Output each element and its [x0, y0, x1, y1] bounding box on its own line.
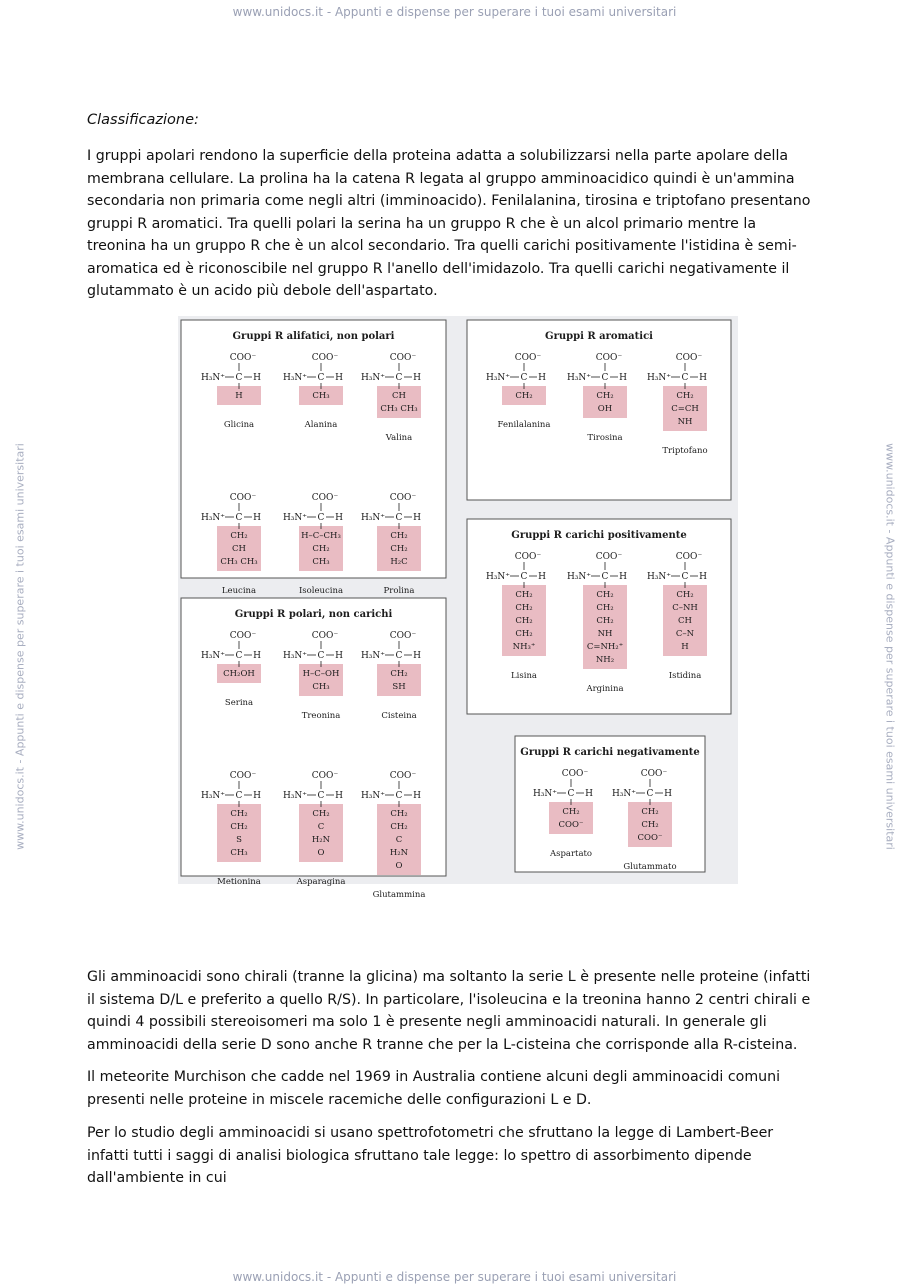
carboxylate-label: COO⁻	[595, 552, 623, 562]
amine-label: H₃N⁺	[566, 373, 592, 383]
alpha-carbon-label: C	[601, 572, 609, 582]
alpha-carbon-label: C	[681, 373, 689, 383]
r-group-label: COO⁻	[558, 820, 584, 830]
r-group-label: O	[395, 861, 403, 871]
amine-label: H₃N⁺	[360, 791, 386, 801]
r-group-label: CH₂	[596, 590, 614, 600]
carboxylate-label: COO⁻	[389, 353, 417, 363]
panel-title: Gruppi R polari, non carichi	[234, 609, 393, 620]
carboxylate-label: COO⁻	[229, 631, 257, 641]
alpha-carbon-label: C	[317, 791, 325, 801]
alpha-hydrogen-label: H	[538, 373, 546, 383]
r-group-label: CH₂	[312, 809, 330, 819]
alpha-carbon-label: C	[601, 373, 609, 383]
carboxylate-label: COO⁻	[229, 771, 257, 781]
r-group-label: CH₃	[312, 682, 330, 692]
panel-5	[515, 736, 705, 872]
carboxylate-label: COO⁻	[675, 353, 703, 363]
r-group-label: NH₃⁺	[512, 642, 536, 652]
carboxylate-label: COO⁻	[311, 771, 339, 781]
aminoacid-name: Cisteina	[381, 711, 417, 721]
aminoacid-name: Arginina	[586, 684, 624, 694]
aminoacid-name: Lisina	[511, 671, 537, 681]
panel-title: Gruppi R carichi positivamente	[511, 530, 687, 541]
amine-label: H₃N⁺	[282, 513, 308, 523]
alpha-hydrogen-label: H	[413, 651, 421, 661]
r-group-label: C=CH	[671, 404, 699, 414]
figure-panels	[181, 320, 731, 900]
r-group-label: CH₂	[230, 809, 248, 819]
alpha-hydrogen-label: H	[253, 513, 261, 523]
r-group-label: CH₂	[641, 807, 659, 817]
r-group-label: CH₂	[515, 391, 533, 401]
r-group-label: H₂N	[389, 848, 409, 858]
alpha-hydrogen-label: H	[699, 373, 707, 383]
r-group-label: CH₂	[596, 603, 614, 613]
amine-label: H₃N⁺	[360, 513, 386, 523]
r-group-label: CH₃ CH₃	[220, 557, 258, 567]
r-group-label: C	[317, 822, 325, 832]
paragraph-murchison: Il meteorite Murchison che cadde nel 1969 in Australia contiene alcuni degli amminoacidi comuni presenti nelle proteine in miscele racemiche delle configurazioni L e D.	[87, 1069, 781, 1108]
aminoacid-name: Glicina	[223, 420, 255, 430]
amine-label: H₃N⁺	[646, 373, 672, 383]
r-group-label: NH	[597, 629, 613, 639]
alpha-carbon-label: C	[317, 513, 325, 523]
amine-label: H₃N⁺	[485, 373, 511, 383]
amine-label: H₃N⁺	[200, 513, 226, 523]
aminoacid-name: Glutammato	[623, 862, 677, 872]
carboxylate-label: COO⁻	[595, 353, 623, 363]
aminoacid-name: Prolina	[383, 586, 415, 596]
amine-label: H₃N⁺	[611, 789, 637, 799]
carboxylate-label: COO⁻	[311, 493, 339, 503]
r-group-label: H–C–OH	[302, 669, 340, 679]
carboxylate-label: COO⁻	[311, 353, 339, 363]
r-group-label: CH₃ CH₃	[380, 404, 418, 414]
panel-title: Gruppi R carichi negativamente	[520, 747, 700, 758]
paragraph-classification: I gruppi apolari rendono la superficie della proteina adatta a solubilizzarsi nella parte apolare della membrana cellulare. La prolina ha la catena R legata al gruppo amminoacidico quindi è un'ammina secondaria non primaria come negli altri (imminoacido). Fenilalanina, tirosina e triptofano presentano gruppi R aromatici. Tra quelli polari la serina ha un gruppo R che è un alcol primario mentre la treonina ha un gruppo R che è un alcol secondario. Tra quelli carichi positivamente l'istidina è semi-aromatica ed è riconoscibile nel gruppo R l'anello dell'imidazolo. Tra quelli carichi negativamente il glutammato è un acido più debole dell'aspartato.	[87, 148, 811, 299]
panel-2	[467, 320, 731, 500]
alpha-hydrogen-label: H	[253, 791, 261, 801]
aminoacid-name: Valina	[385, 433, 413, 443]
r-group-label: C	[395, 835, 403, 845]
r-group-label: CH₂	[230, 822, 248, 832]
r-group-label: CH₂	[596, 616, 614, 626]
r-group-label: H₂N	[311, 835, 331, 845]
aminoacid-name: Metionina	[217, 877, 261, 887]
carboxylate-label: COO⁻	[561, 769, 589, 779]
r-group-label: O	[317, 848, 325, 858]
r-group-label: CH₂	[641, 820, 659, 830]
aminoacid-name: Leucina	[221, 586, 257, 596]
alpha-hydrogen-label: H	[253, 373, 261, 383]
amine-label: H₃N⁺	[485, 572, 511, 582]
alpha-hydrogen-label: H	[413, 513, 421, 523]
r-group-label: CH₂	[515, 616, 533, 626]
r-group-label: CH₂	[515, 603, 533, 613]
r-group-label: H₂C	[390, 557, 408, 567]
carboxylate-label: COO⁻	[229, 493, 257, 503]
r-group-label: CH₂OH	[223, 669, 255, 679]
r-group-label: CH₂	[676, 590, 694, 600]
aminoacid-figure-svg	[178, 316, 738, 900]
alpha-carbon-label: C	[317, 373, 325, 383]
carboxylate-label: COO⁻	[389, 493, 417, 503]
aminoacid-name: Glutammina	[372, 890, 426, 900]
carboxylate-label: COO⁻	[229, 353, 257, 363]
carboxylate-label: COO⁻	[389, 631, 417, 641]
aminoacid-name: Isoleucina	[298, 586, 344, 596]
panel-1	[181, 320, 446, 596]
alpha-hydrogen-label: H	[335, 513, 343, 523]
r-group-label: CH₂	[596, 391, 614, 401]
alpha-carbon-label: C	[567, 789, 575, 799]
r-group-label: SH	[392, 682, 406, 692]
r-group-label: CH₃	[312, 557, 330, 567]
alpha-hydrogen-label: H	[335, 651, 343, 661]
alpha-carbon-label: C	[520, 373, 528, 383]
r-group-label: COO⁻	[637, 833, 663, 843]
carboxylate-label: COO⁻	[514, 552, 542, 562]
paragraph-chirality: Gli amminoacidi sono chirali (tranne la glicina) ma soltanto la serie L è presente nelle proteine (infatti il sistema D/L e preferito a quello R/S). In particolare, l'isoleucina e la treonina hanno 2 centri chirali e quindi 4 possibili stereoisomeri ma solo 1 è presente negli amminoacidi naturali. In generale gli amminoacidi della serie D sono anche R tranne che per la L-cisteina che corrisponde alla R-cisteina.	[87, 969, 811, 1053]
watermark-top: www.unidocs.it - Appunti e dispense per superare i tuoi esami universitari	[232, 5, 677, 19]
alpha-hydrogen-label: H	[619, 373, 627, 383]
watermark-left: www.unidocs.it - Appunti e dispense per superare i tuoi esami universitari	[13, 443, 27, 850]
aminoacid-name: Alanina	[304, 420, 338, 430]
amine-label: H₃N⁺	[566, 572, 592, 582]
panel-4	[467, 519, 731, 714]
amine-label: H₃N⁺	[646, 572, 672, 582]
carboxylate-label: COO⁻	[311, 631, 339, 641]
alpha-carbon-label: C	[395, 651, 403, 661]
r-group-label: H	[235, 391, 243, 401]
panel-3	[181, 598, 446, 900]
alpha-carbon-label: C	[520, 572, 528, 582]
r-group-label: CH₂	[515, 590, 533, 600]
alpha-hydrogen-label: H	[253, 651, 261, 661]
alpha-carbon-label: C	[646, 789, 654, 799]
carboxylate-label: COO⁻	[675, 552, 703, 562]
amine-label: H₃N⁺	[360, 651, 386, 661]
amine-label: H₃N⁺	[200, 791, 226, 801]
alpha-carbon-label: C	[395, 373, 403, 383]
r-group-label: C=NH₂⁺	[586, 642, 624, 652]
carboxylate-label: COO⁻	[640, 769, 668, 779]
aminoacid-name: Serina	[224, 698, 254, 708]
r-group-label: C–NH	[672, 603, 698, 613]
alpha-hydrogen-label: H	[413, 791, 421, 801]
aminoacid-name: Asparagina	[296, 877, 346, 887]
watermark-right: www.unidocs.it - Appunti e dispense per superare i tuoi esami universitari	[883, 443, 897, 850]
r-group-label: H–C–CH₃	[301, 531, 341, 541]
r-group-label: CH₂	[390, 809, 408, 819]
paragraph-spectrophotometry: Per lo studio degli amminoacidi si usano spettrofotometri che sfruttano la legge di Lambert-Beer infatti tutti i saggi di analisi biologica sfruttano tale legge: lo spettro di assorbimento dipende dall'ambiente in cui	[87, 1125, 774, 1186]
r-group-label: CH₃	[312, 391, 330, 401]
carboxylate-label: COO⁻	[514, 353, 542, 363]
r-group-label: CH₂	[390, 544, 408, 554]
alpha-carbon-label: C	[235, 373, 243, 383]
amine-label: H₃N⁺	[532, 789, 558, 799]
alpha-hydrogen-label: H	[335, 791, 343, 801]
r-group-label: S	[236, 835, 242, 845]
r-group-label: CH₂	[312, 544, 330, 554]
r-group-label: NH	[677, 417, 693, 427]
alpha-carbon-label: C	[395, 791, 403, 801]
aminoacid-name: Tirosina	[587, 433, 623, 443]
alpha-hydrogen-label: H	[538, 572, 546, 582]
alpha-hydrogen-label: H	[585, 789, 593, 799]
alpha-hydrogen-label: H	[699, 572, 707, 582]
amine-label: H₃N⁺	[200, 373, 226, 383]
carboxylate-label: COO⁻	[389, 771, 417, 781]
alpha-carbon-label: C	[395, 513, 403, 523]
aminoacid-name: Aspartato	[549, 849, 593, 859]
panel-title: Gruppi R aromatici	[545, 331, 653, 342]
r-group-label: CH₂	[230, 531, 248, 541]
amine-label: H₃N⁺	[282, 651, 308, 661]
alpha-carbon-label: C	[681, 572, 689, 582]
amine-label: H₃N⁺	[282, 791, 308, 801]
r-group-label: CH₂	[515, 629, 533, 639]
alpha-carbon-label: C	[235, 791, 243, 801]
alpha-hydrogen-label: H	[335, 373, 343, 383]
amine-label: H₃N⁺	[200, 651, 226, 661]
alpha-hydrogen-label: H	[664, 789, 672, 799]
alpha-carbon-label: C	[235, 651, 243, 661]
r-group-label: CH₂	[390, 822, 408, 832]
alpha-carbon-label: C	[317, 651, 325, 661]
r-group-label: H	[681, 642, 689, 652]
watermark-bottom: www.unidocs.it - Appunti e dispense per superare i tuoi esami universitari	[232, 1270, 677, 1284]
amine-label: H₃N⁺	[282, 373, 308, 383]
r-group-label: CH₂	[390, 531, 408, 541]
aminoacid-name: Fenilalanina	[497, 420, 551, 430]
panel-title: Gruppi R alifatici, non polari	[232, 331, 395, 342]
r-group-label: CH	[232, 544, 246, 554]
amine-label: H₃N⁺	[360, 373, 386, 383]
r-group-label: NH₂	[595, 655, 615, 665]
alpha-hydrogen-label: H	[619, 572, 627, 582]
r-group-label: CH₂	[562, 807, 580, 817]
aminoacid-figure	[178, 316, 738, 900]
alpha-carbon-label: C	[235, 513, 243, 523]
aminoacid-name: Istidina	[668, 671, 702, 681]
r-group-label: C–N	[675, 629, 695, 639]
r-group-label: OH	[597, 404, 613, 414]
r-group-label: CH₃	[230, 848, 248, 858]
r-group-label: CH	[678, 616, 692, 626]
section-heading: Classificazione:	[87, 112, 199, 128]
r-group-label: CH₂	[676, 391, 694, 401]
aminoacid-name: Treonina	[301, 711, 341, 721]
r-group-label: CH₂	[390, 669, 408, 679]
r-group-label: CH	[392, 391, 406, 401]
alpha-hydrogen-label: H	[413, 373, 421, 383]
aminoacid-name: Triptofano	[662, 446, 708, 456]
